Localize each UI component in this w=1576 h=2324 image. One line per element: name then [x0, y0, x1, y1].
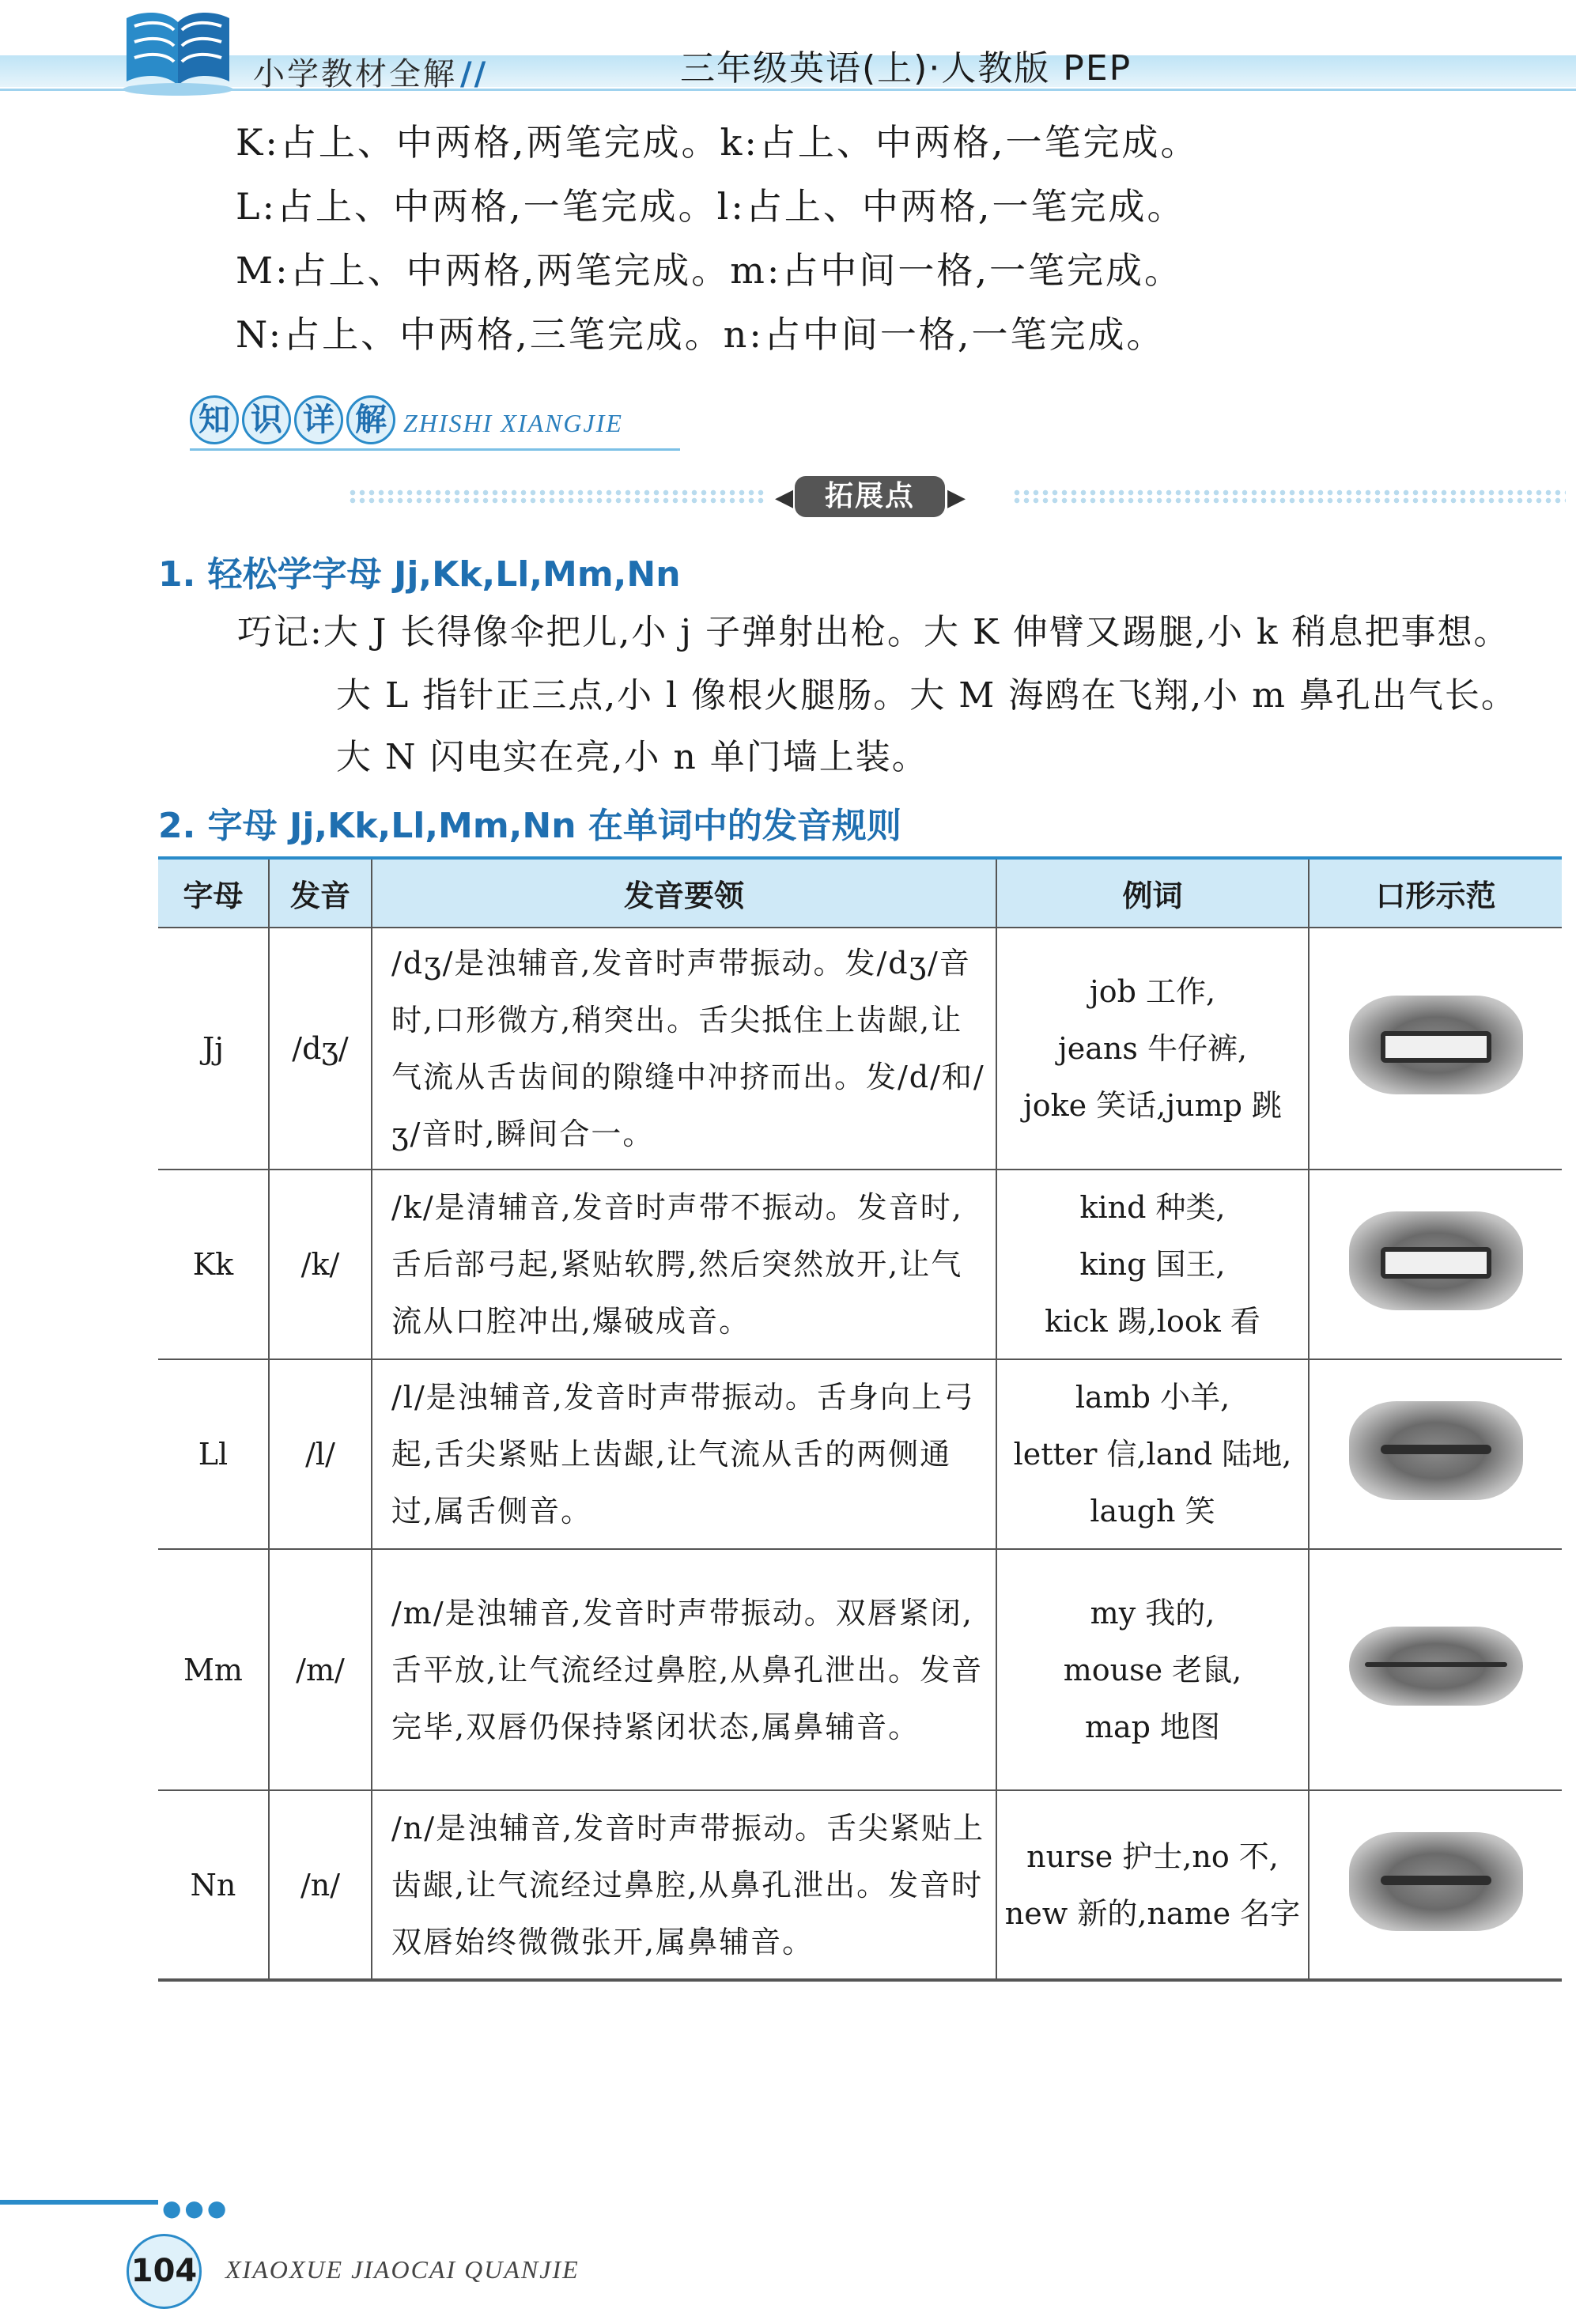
stroke-rule-m: M:占上、中两格,两笔完成。m:占中间一格,一笔完成。	[236, 249, 1183, 292]
sound-cell: /l/	[269, 1359, 372, 1549]
tip-cell: /n/是浊辅音,发音时声带振动。舌尖紧贴上齿龈,让气流经过鼻腔,从鼻孔泄出。发音时双唇始终微微张开,属鼻辅音。	[372, 1790, 996, 1980]
mouth-cell	[1309, 928, 1562, 1170]
example-word: laugh 笑	[1090, 1494, 1215, 1529]
series-name	[253, 49, 488, 96]
mouth-shape-icon	[1349, 1401, 1523, 1500]
table-header-row	[158, 858, 1562, 928]
footer-series-pinyin: XIAOXUE JIAOCAI QUANJIE	[225, 2255, 580, 2284]
section-char: 详	[294, 395, 343, 444]
letter-cell: Nn	[158, 1790, 269, 1980]
stroke-rule-l: L:占上、中两格,一笔完成。l:占上、中两格,一笔完成。	[236, 185, 1186, 228]
mouth-cell	[1309, 1170, 1562, 1359]
book-title: 三年级英语(上)·人教版 PEP	[680, 48, 1132, 89]
mouth-shape-icon	[1349, 1832, 1523, 1931]
examples-cell	[996, 1170, 1309, 1359]
page-header	[0, 0, 1576, 107]
tip-cell: /k/是清辅音,发音时声带不振动。发音时,舌后部弓起,紧贴软腭,然后突然放开,让气流从口腔冲出,爆破成音。	[372, 1170, 996, 1359]
example-word: lamb 小羊,	[1075, 1380, 1230, 1415]
section-char: 识	[242, 395, 291, 444]
example-word: joke 笑话,jump 跳	[1022, 1088, 1283, 1123]
section-title	[190, 395, 395, 444]
examples-cell	[996, 1549, 1309, 1790]
footer-bar	[0, 2200, 158, 2205]
tip-cell: /m/是浊辅音,发音时声带振动。双唇紧闭,舌平放,让气流经过鼻腔,从鼻孔泄出。发音完毕,双唇仍保持紧闭状态,属鼻辅音。	[372, 1549, 996, 1790]
tip-cell: /dʒ/是浊辅音,发音时声带振动。发/dʒ/音时,口形微方,稍突出。舌尖抵住上齿龈,让气流从舌齿间的隙缝中冲挤而出。发/d/和/ʒ/音时,瞬间合一。	[372, 928, 996, 1170]
table-row	[158, 1170, 1562, 1359]
extension-label: 拓展点	[795, 476, 945, 517]
sound-cell: /k/	[269, 1170, 372, 1359]
mnemonic-line-2: 大 L 指针正三点,小 l 像根火腿肠。大 M 海鸥在飞翔,小 m 鼻孔出气长。	[336, 675, 1517, 716]
examples-cell	[996, 928, 1309, 1170]
example-word: nurse 护士,no 不,	[1026, 1838, 1279, 1874]
mnemonic-line-3: 大 N 闪电实在亮,小 n 单门墙上装。	[336, 737, 928, 777]
examples-cell	[996, 1359, 1309, 1549]
stroke-rule-k: K:占上、中两格,两笔完成。k:占上、中两格,一笔完成。	[236, 121, 1200, 164]
extension-divider	[348, 473, 1566, 520]
dotted-line-left	[348, 489, 767, 504]
series-text: 小学教材全解	[253, 56, 457, 93]
table-row	[158, 928, 1562, 1170]
section-char: 知	[190, 395, 239, 444]
example-word: king 国王,	[1079, 1247, 1226, 1282]
letter-cell: Mm	[158, 1549, 269, 1790]
sound-cell: /n/	[269, 1790, 372, 1980]
table-row	[158, 1549, 1562, 1790]
section-pinyin: ZHISHI XIANGJIE	[403, 409, 623, 437]
table-row	[158, 1359, 1562, 1549]
tip-cell: /l/是浊辅音,发音时声带振动。舌身向上弓起,舌尖紧贴上齿龈,让气流从舌的两侧通过,属舌侧音。	[372, 1359, 996, 1549]
table-row	[158, 1790, 1562, 1980]
slash-mark-icon: //	[460, 56, 489, 93]
footer-dots-icon: ●●●	[162, 2195, 230, 2221]
col-header-mouth: 口形示范	[1309, 858, 1562, 928]
section-char: 解	[346, 395, 395, 444]
example-word: new 新的,name 名字	[1004, 1895, 1301, 1931]
mouth-shape-icon	[1349, 1627, 1523, 1706]
mouth-shape-icon	[1349, 996, 1523, 1094]
stroke-rule-n: N:占上、中两格,三笔完成。n:占中间一格,一笔完成。	[236, 313, 1166, 356]
example-word: kick 踢,look 看	[1045, 1304, 1260, 1339]
mnemonic-line-1: 巧记:大 J 长得像伞把儿,小 j 子弹射出枪。大 K 伸臂又踢腿,小 k 稍息把事想。	[237, 612, 1510, 652]
example-word: my 我的,	[1090, 1595, 1215, 1631]
mouth-cell	[1309, 1790, 1562, 1980]
col-header-tip: 发音要领	[372, 858, 996, 928]
open-book-logo-icon	[119, 6, 237, 97]
page-footer	[0, 2182, 1576, 2324]
col-header-examples: 例词	[996, 858, 1309, 928]
sound-cell: /dʒ/	[269, 928, 372, 1170]
example-word: kind 种类,	[1079, 1190, 1226, 1225]
example-word: jeans 牛仔裤,	[1057, 1031, 1248, 1066]
dotted-line-right	[1012, 489, 1566, 504]
letter-cell: Kk	[158, 1170, 269, 1359]
heading-pronunciation-rules: 2. 字母 Jj,Kk,Ll,Mm,Nn 在单词中的发音规则	[158, 806, 901, 846]
example-word: letter 信,land 陆地,	[1013, 1437, 1292, 1472]
examples-cell	[996, 1790, 1309, 1980]
example-word: mouse 老鼠,	[1063, 1652, 1242, 1687]
col-header-letter: 字母	[158, 858, 269, 928]
pronunciation-table	[158, 856, 1562, 1982]
col-header-sound: 发音	[269, 858, 372, 928]
arrow-left-icon: ◀	[775, 484, 794, 512]
section-underline	[190, 448, 680, 451]
letter-cell: Jj	[158, 928, 269, 1170]
sound-cell: /m/	[269, 1549, 372, 1790]
page-number: 104	[127, 2234, 202, 2309]
example-word: map 地图	[1084, 1709, 1221, 1744]
example-word: job 工作,	[1089, 974, 1216, 1009]
stroke-rules	[236, 111, 1501, 367]
mouth-cell	[1309, 1549, 1562, 1790]
letter-cell: Ll	[158, 1359, 269, 1549]
mouth-cell	[1309, 1359, 1562, 1549]
section-banner	[174, 391, 680, 463]
heading-letter-learning: 1. 轻松学字母 Jj,Kk,Ll,Mm,Nn	[158, 554, 681, 595]
arrow-right-icon: ▶	[947, 484, 966, 512]
mouth-shape-icon	[1349, 1211, 1523, 1310]
